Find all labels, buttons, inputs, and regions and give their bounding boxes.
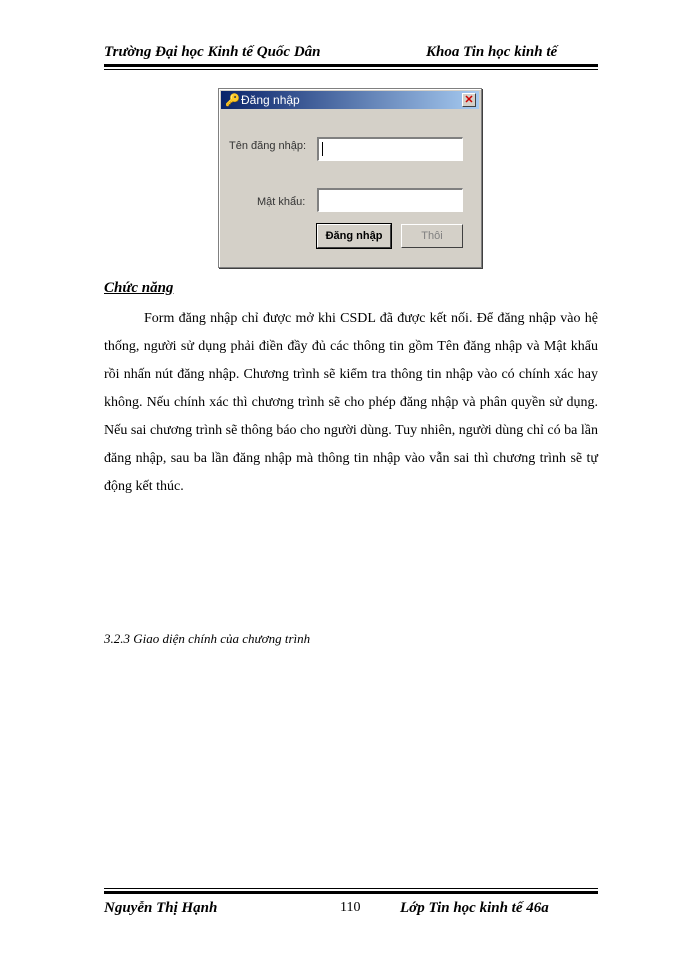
- password-input[interactable]: [317, 188, 463, 212]
- footer-author: Nguyễn Thị Hạnh: [104, 900, 218, 916]
- section-heading: Chức năng: [104, 280, 174, 296]
- login-dialog: [218, 88, 482, 268]
- text-caret: [322, 142, 323, 156]
- footer-rule-thin: [104, 888, 598, 889]
- dialog-title: Đăng nhập: [241, 93, 300, 107]
- body-paragraph: Form đăng nhập chỉ được mở khi CSDL đã được kết nối. Để đăng nhập vào hệ thống, người sử dụng phải điền đầy đủ các thông tin gồm Tên đăng nhập và Mật khẩu rồi nhấn nút đăng nhập. Chương trình sẽ kiểm tra thông tin nhập vào có chính xác hay không. Nếu chính xác thì chương trình sẽ cho phép đăng nhập và phân quyền sử dụng. Nếu sai chương trình sẽ thông báo cho người dùng. Tuy nhiên, người dùng chỉ có ba lần đăng nhập, sau ba lần đăng nhập mà thông tin nhập vào vẫn sai thì chương trình sẽ tự động kết thúc.: [104, 311, 598, 494]
- section-title: 3.2.3 Giao diện chính của chương trình: [104, 631, 311, 646]
- page-number: 110: [340, 900, 361, 915]
- header-faculty: Khoa Tin học kinh tế: [426, 44, 558, 60]
- dialog-titlebar[interactable]: [221, 91, 479, 109]
- footer-class: Lớp Tin học kinh tế 46a: [400, 900, 549, 916]
- key-icon: 🔑: [225, 93, 240, 107]
- password-label: Mật khẩu:: [257, 196, 306, 208]
- header-university: Trường Đại học Kinh tế Quốc Dân: [104, 44, 321, 60]
- exit-button[interactable]: Thôi: [401, 224, 463, 248]
- header-rule-thin: [104, 69, 598, 70]
- footer-rule-thick: [104, 891, 598, 894]
- username-label: Tên đăng nhập:: [229, 140, 307, 152]
- login-button[interactable]: Đăng nhập: [317, 224, 391, 248]
- username-input[interactable]: [317, 137, 463, 161]
- header-rule-thick: [104, 64, 598, 67]
- close-button[interactable]: ✕: [462, 93, 476, 107]
